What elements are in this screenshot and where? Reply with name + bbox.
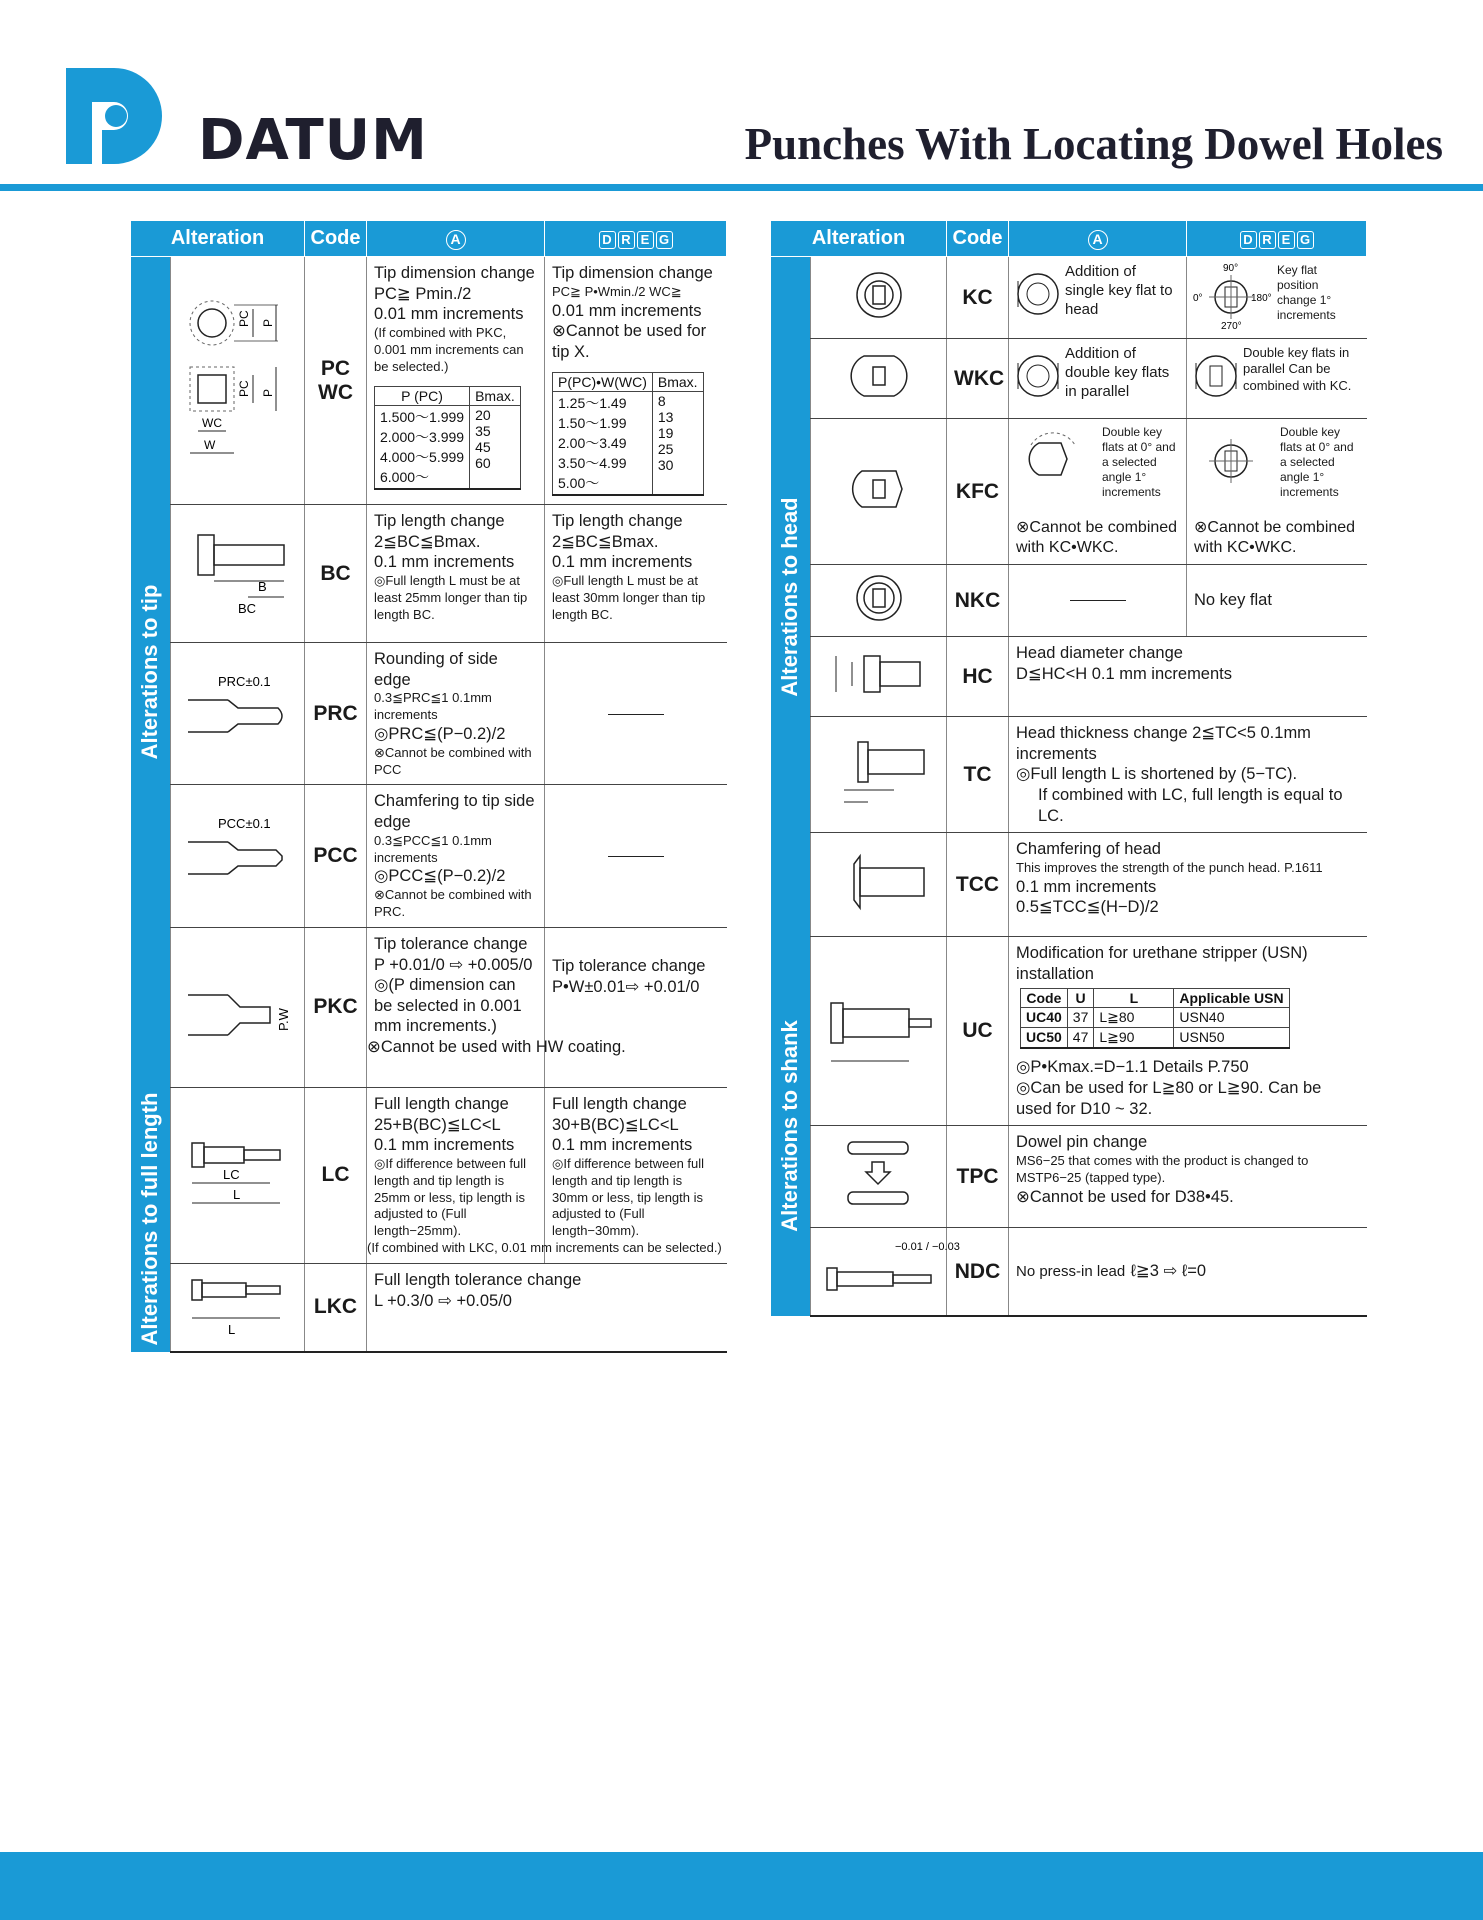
col-a-right: A — [1009, 221, 1187, 257]
row-prc — [131, 643, 727, 785]
row-kc — [771, 257, 1367, 339]
col-code-right: Code — [947, 221, 1009, 257]
kc-d-cell: 90° 0° 180° 270° Key flat position change 1° increments — [1187, 257, 1367, 339]
tpc-cell: Dowel pin change MS6−25 that comes with the product is changed to MSTP6−25 (tapped type). ⊗ Cannot be used for D38•45. — [1009, 1126, 1367, 1228]
table-header-row — [131, 221, 727, 257]
row-lkc — [131, 1264, 727, 1352]
wkc-a-cell: Addition of double key flats in parallel — [1009, 339, 1187, 419]
svg-text:90°: 90° — [1223, 263, 1239, 274]
uc-figure — [811, 937, 947, 1126]
kfc-figure — [811, 419, 947, 565]
header-rule — [0, 184, 1483, 191]
head-diameter-icon — [824, 644, 934, 704]
urethane-stripper-icon — [819, 973, 939, 1083]
pkc-d-cell: Tip tolerance change P•W±0.01⇨ +0.01/0 ⊗ Cannot be used with HW coating. — [545, 927, 727, 1087]
tpc-figure — [811, 1126, 947, 1228]
row-uc — [771, 937, 1367, 1126]
group-shank: Alterations to shank — [771, 937, 811, 1316]
col-alteration: Alteration — [131, 221, 305, 257]
svg-text:−0.01 / −0.03: −0.01 / −0.03 — [894, 1240, 960, 1253]
head-shank-alterations-table — [770, 220, 1367, 1317]
code-wkc: WKC — [947, 339, 1009, 419]
code-lkc: LKC — [305, 1264, 367, 1352]
row-wkc — [771, 339, 1367, 419]
brand-name: DATUM — [198, 108, 428, 173]
pcc-a-cell: Chamfering to tip side edge 0.3≦PCC≦1 0.1mm increments ◎ PCC≦(P−0.2)/2 ⊗ Cannot be combined with PRC. — [367, 785, 545, 927]
bc-figure — [171, 505, 305, 643]
table-header-row-right — [771, 221, 1367, 257]
code-nkc: NKC — [947, 565, 1009, 637]
tc-figure — [811, 717, 947, 833]
pw-bmax-table: P(PC)•W(WC) Bmax. 1.25〜1.49 1.50〜1.99 2.00〜3.49 3.50〜4.99 5.00〜 8 13 19 25 30 — [552, 372, 704, 496]
bc-d-cell: Tip length change 2≦BC≦Bmax. 0.1 mm increments ◎ Full length L must be at least 30mm longer than tip length BC. — [545, 505, 727, 643]
pcwc-a-cell: Tip dimension change PC≧ Pmin./2 0.01 mm increments (If combined with PKC, 0.001 mm increments can be selected.) P (PC) Bmax. 1.500〜1.999 2.000〜3.999 4.000〜5.999 6.000〜 20 35 45 60 — [367, 257, 545, 505]
wkc-d-cell: Double key flats in parallel Can be combined with KC. — [1187, 339, 1367, 419]
nkc-figure — [811, 565, 947, 637]
code-kfc: KFC — [947, 419, 1009, 565]
key-flat-angle-icon — [1189, 261, 1273, 331]
prc-drawing-icon — [178, 666, 298, 756]
svg-text:P: P — [260, 388, 275, 397]
head-chamfer-icon — [824, 842, 934, 922]
svg-text:PCC±0.1: PCC±0.1 — [217, 816, 271, 832]
ndc-figure — [811, 1228, 960, 1316]
lc-a-cell: Full length change 25+B(BC)≦LC<L 0.1 mm increments ◎ If difference between full length and tip length is 25mm or less, tip length is adjusted to (Full length−25mm). — [367, 1087, 545, 1263]
nkc-d-cell: No key flat — [1187, 565, 1367, 637]
svg-text:0°: 0° — [1193, 293, 1203, 304]
svg-text:WC: WC — [201, 415, 222, 430]
kfc-head-icon — [844, 459, 914, 519]
code-pcc: PCC — [305, 785, 367, 927]
svg-text:270°: 270° — [1221, 321, 1242, 332]
pcc-figure — [171, 785, 305, 927]
row-lc — [131, 1087, 727, 1263]
svg-text:B: B — [257, 578, 267, 594]
col-dreg — [545, 221, 727, 257]
parallel-key-flats-icon — [1015, 353, 1061, 399]
page-title: Punches With Locating Dowel Holes — [744, 119, 1443, 169]
svg-text:LC: LC — [222, 1166, 240, 1182]
row-nkc — [771, 565, 1367, 637]
bc-drawing-icon — [178, 521, 298, 621]
lkc-a-cell: Full length tolerance change L +0.3/0 ⇨ +0.05/0 — [367, 1264, 727, 1352]
row-bc — [131, 505, 727, 643]
row-tcc — [771, 833, 1367, 937]
svg-text:P: P — [260, 318, 275, 327]
code-tc: TC — [947, 717, 1009, 833]
usn-table: Code U L Applicable USN UC40 37 L≧80 USN40 UC50 47 L≧90 USN50 — [1020, 988, 1290, 1049]
row-hc — [771, 637, 1367, 717]
col-alteration-right: Alteration — [771, 221, 947, 257]
e-symbol: E — [637, 231, 654, 249]
group-full-length: Alterations to full length — [131, 1087, 171, 1351]
pkc-a-cell: Tip tolerance change P +0.01/0 ⇨ +0.005/0 ◎ (P dimension can be selected in 0.001 mm increments.) — [367, 927, 545, 1087]
pkc-drawing-icon — [178, 955, 298, 1055]
a-symbol: A — [446, 230, 466, 250]
kfc-angle-icon — [1011, 423, 1095, 499]
code-uc: UC — [947, 937, 1009, 1126]
nkc-a-cell — [1009, 565, 1187, 637]
code-lc: LC — [305, 1087, 367, 1263]
press-in-lead-icon — [819, 1234, 960, 1304]
pcwc-drawing-icon — [178, 293, 298, 463]
code-prc: PRC — [305, 643, 367, 785]
lkc-drawing-icon — [178, 1270, 298, 1340]
head-thickness-icon — [824, 732, 934, 812]
code-pkc: PKC — [305, 927, 367, 1087]
kfc-a-cell: Double key flats at 0° and a selected angle 1° increments ⊗ Cannot be combined with KC•WKC. — [1009, 419, 1187, 565]
lc-drawing-icon — [178, 1123, 298, 1223]
pcc-drawing-icon — [178, 808, 298, 898]
code-ndc: NDC — [947, 1228, 1009, 1316]
row-pcwc — [131, 257, 727, 505]
svg-text:L: L — [232, 1186, 240, 1202]
col-a — [367, 221, 545, 257]
dowel-pin-icon — [824, 1132, 934, 1216]
pcwc-d-cell: Tip dimension change PC≧ P•Wmin./2 WC≧ 0.01 mm increments ⊗ Cannot be used for tip X. P(PC)•W(WC) Bmax. 1.25〜1.49 1.50〜1.99 2.00〜3.49 3.50〜4.99 5.00〜 8 13 19 25 30 — [545, 257, 727, 505]
footer-band — [0, 1852, 1483, 1920]
svg-text:PC: PC — [236, 380, 251, 397]
parallel-key-flats-d-icon — [1193, 353, 1239, 399]
svg-text:P.W: P.W — [275, 1007, 291, 1031]
pcwc-figure — [171, 257, 305, 505]
kfc-d-angle-icon — [1189, 423, 1273, 499]
pc-bmax-table: P (PC) Bmax. 1.500〜1.999 2.000〜3.999 4.000〜5.999 6.000〜 20 35 45 60 — [374, 386, 521, 490]
code-pcwc: PC WC — [305, 257, 367, 505]
row-pcc — [131, 785, 727, 927]
datum-logo-icon — [66, 68, 162, 164]
pkc-figure — [171, 927, 305, 1087]
row-ndc — [771, 1228, 1367, 1316]
row-tc — [771, 717, 1367, 833]
svg-text:180°: 180° — [1251, 293, 1272, 304]
kc-figure — [811, 257, 947, 339]
bc-a-cell: Tip length change 2≦BC≦Bmax. 0.1 mm increments ◎ Full length L must be at least 25mm longer than tip length BC. — [367, 505, 545, 643]
pcc-d-cell — [545, 785, 727, 927]
tc-cell: Head thickness change 2≦TC<5 0.1mm increments ◎ Full length L is shortened by (5−TC). If combined with LC, full length is equal to LC. — [1009, 717, 1367, 833]
col-code: Code — [305, 221, 367, 257]
double-key-flat-head-icon — [844, 346, 914, 406]
kfc-d-cell: Double key flats at 0° and a selected angle 1° increments ⊗ Cannot be combined with KC•WKC. — [1187, 419, 1367, 565]
kc-a-cell: Addition of single key flat to head — [1009, 257, 1187, 339]
ndc-cell: No press-in lead ℓ≧3 ⇨ ℓ=0 — [1009, 1228, 1367, 1316]
prc-figure — [171, 643, 305, 785]
no-key-flat-icon — [844, 570, 914, 626]
r-symbol: R — [618, 231, 635, 249]
tip-alterations-table — [130, 220, 727, 1353]
group-head: Alterations to head — [771, 257, 811, 937]
code-tcc: TCC — [947, 833, 1009, 937]
row-kfc — [771, 419, 1367, 565]
svg-text:PRC±0.1: PRC±0.1 — [217, 673, 271, 689]
row-tpc — [771, 1126, 1367, 1228]
code-bc: BC — [305, 505, 367, 643]
hc-figure — [811, 637, 947, 717]
hc-cell: Head diameter change D≦HC<H 0.1 mm increments — [1009, 637, 1367, 717]
single-key-flat-icon — [1015, 271, 1061, 317]
tcc-cell: Chamfering of head This improves the strength of the punch head. P.1611 0.1 mm increments 0.5≦TCC≦(H−D)/2 — [1009, 833, 1367, 937]
uc-cell: Modification for urethane stripper (USN) installation Code U L Applicable USN UC40 37 L≧80 USN40 UC50 47 L≧90 USN50 ◎ P•Kmax.=D−1.1 Details P.750 ◎ Can be used for L≧80 or L≧90. Can be used for D10 ~ 32. — [1009, 937, 1367, 1126]
key-flat-head-icon — [844, 265, 914, 325]
lc-d-cell: Full length change 30+B(BC)≦LC<L 0.1 mm increments ◎ If difference between full length and tip length is 30mm or less, tip length is adjusted to (Full length−30mm). (If combined with LKC, 0.01 mm increments can be selected.) — [545, 1087, 727, 1263]
wkc-figure — [811, 339, 947, 419]
lc-figure — [171, 1087, 305, 1263]
row-pkc — [131, 927, 727, 1087]
tcc-figure — [811, 833, 947, 937]
g-symbol: G — [656, 231, 673, 249]
code-kc: KC — [947, 257, 1009, 339]
svg-text:BC: BC — [237, 600, 256, 616]
svg-text:PC: PC — [236, 310, 251, 327]
svg-text:L: L — [227, 1321, 235, 1337]
lkc-figure — [171, 1264, 305, 1352]
col-dreg-right: D R E G — [1187, 221, 1367, 257]
code-tpc: TPC — [947, 1126, 1009, 1228]
prc-d-cell — [545, 643, 727, 785]
code-hc: HC — [947, 637, 1009, 717]
group-tip: Alterations to tip — [131, 257, 171, 1088]
svg-text:W: W — [203, 437, 215, 452]
d-symbol: D — [599, 231, 616, 249]
prc-a-cell: Rounding of side edge 0.3≦PRC≦1 0.1mm increments ◎ PRC≦(P−0.2)/2 ⊗ Cannot be combined with PCC — [367, 643, 545, 785]
